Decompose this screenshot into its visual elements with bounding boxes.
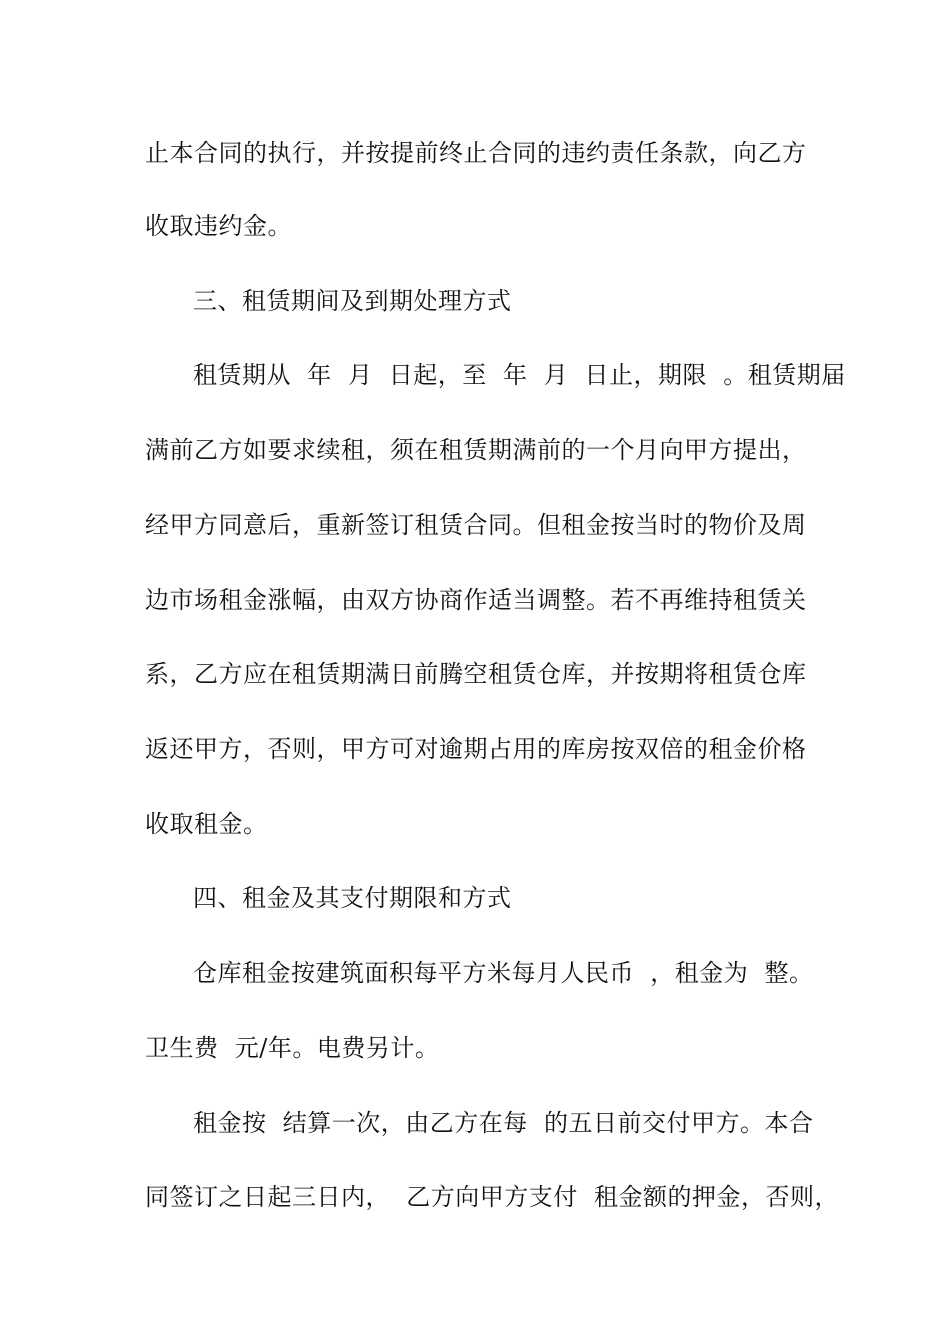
paragraph-line: 卫生费 元/年。电费另计。 <box>145 1034 440 1062</box>
paragraph-line: 租金按 结算一次，由乙方在每 的五日前交付甲方。本合 <box>193 1109 814 1137</box>
paragraph-line: 收取违约金。 <box>145 212 292 240</box>
paragraph-line: 经甲方同意后，重新签订租赁合同。但租金按当时的物价及周 <box>145 511 807 539</box>
section-heading: 四、租金及其支付期限和方式 <box>193 884 512 912</box>
paragraph-line: 租赁期从 年 月 日起，至 年 月 日止，期限 。租赁期届 <box>193 361 846 389</box>
section-heading: 三、租赁期间及到期处理方式 <box>193 287 512 315</box>
paragraph-line: 系，乙方应在租赁期满日前腾空租赁仓库，并按期将租赁仓库 <box>145 660 807 688</box>
paragraph-line: 收取租金。 <box>145 810 268 838</box>
paragraph-line: 返还甲方，否则，甲方可对逾期占用的库房按双倍的租金价格 <box>145 735 807 763</box>
paragraph-line: 满前乙方如要求续租，须在租赁期满前的一个月向甲方提出， <box>145 436 807 464</box>
paragraph-line: 边市场租金涨幅，由双方协商作适当调整。若不再维持租赁关 <box>145 586 807 614</box>
paragraph-line: 同签订之日起三日内， 乙方向甲方支付 租金额的押金，否则， <box>145 1183 840 1211</box>
paragraph-line: 仓库租金按建筑面积每平方米每月人民币 ，租金为 整。 <box>193 959 814 987</box>
paragraph-line: 止本合同的执行，并按提前终止合同的违约责任条款，向乙方 <box>145 139 807 167</box>
